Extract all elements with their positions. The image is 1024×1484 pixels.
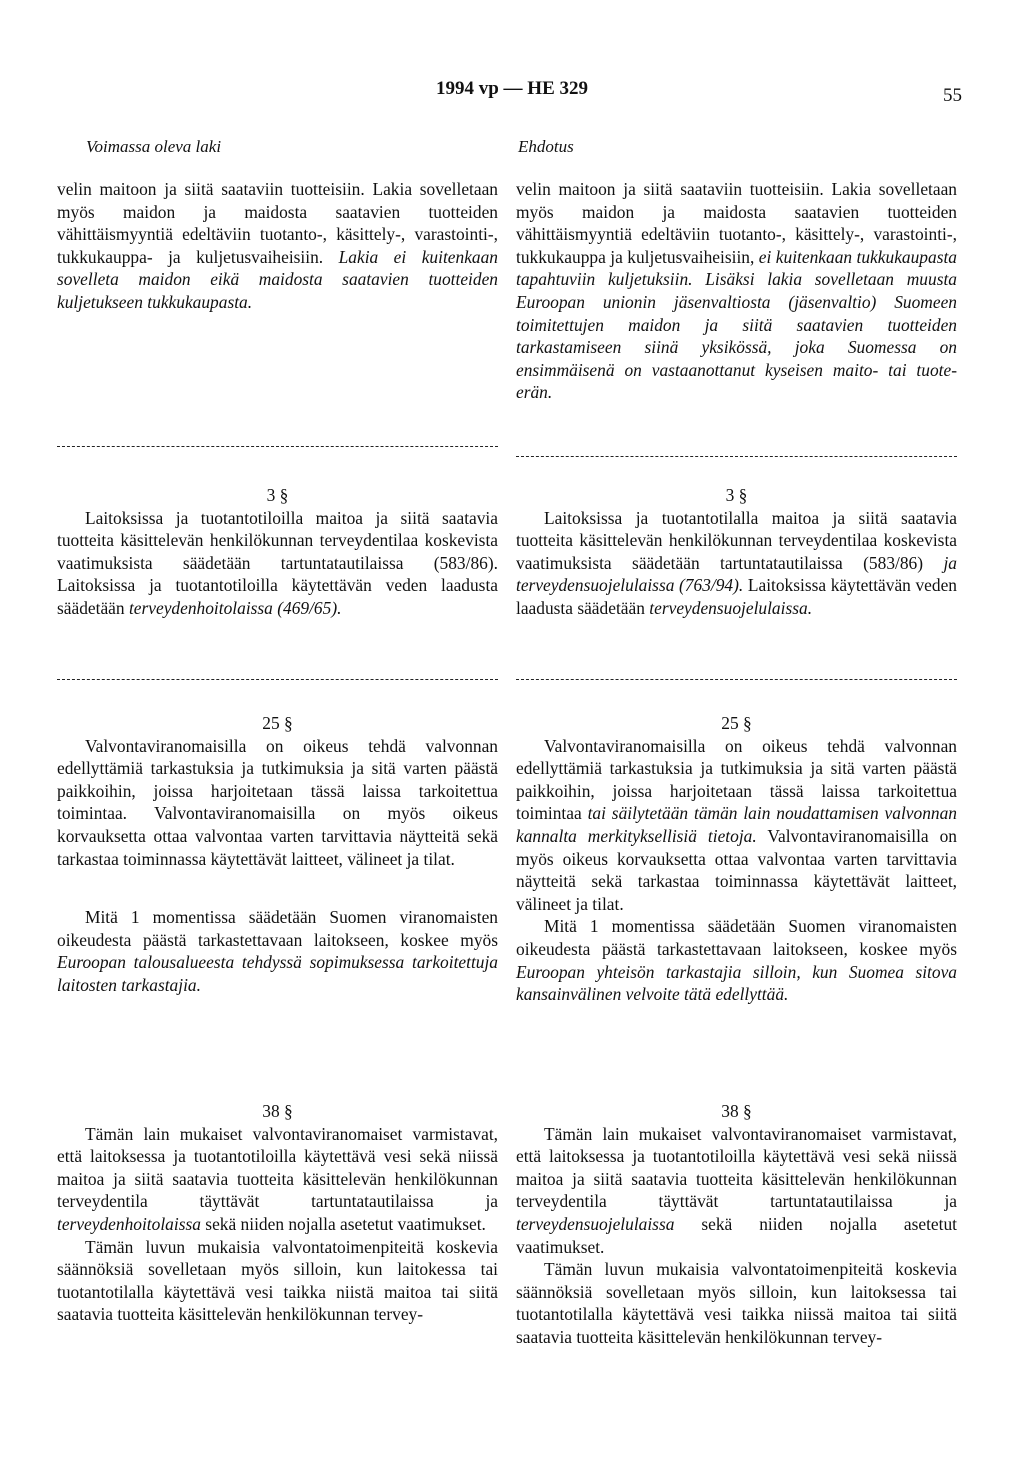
left-section-38-text-2: sekä niiden nojalla asetetut vaatimukset.: [205, 1213, 486, 1234]
right-section-38-text-3: Tämän luvun mukaisia valvontatoimenpiteitä koskevia säännöksiä sovelletaan myös silloin, kun laitoksessa tai tuotantotilalla käytettävä vesi taikka niissä maitoa tai siitä saatavia tuotteita käsittelevän henkilökunnan tervey-: [516, 1259, 957, 1347]
right-intro-text: velin maitoon ja siitä saataviin tuotteisiin. Lakia sovelletaan myös maidon ja maidosta saatavien tuotteiden vähittäismyyntiä edeltäviin tuotanto-, käsittely-, varastointi-, tukkukauppa ja kuljetusvaiheisiin,: [516, 179, 957, 267]
left-intro-text: velin maitoon ja siitä saataviin tuotteisiin. Lakia sovelletaan myös maidon ja maidosta saatavien tuotteiden vähittäismyyntiä edeltäviin tuotanto-, käsittely-, varastointi-, tukkukauppa- ja kuljetusvaiheisiin.: [57, 179, 498, 267]
left-intro-paragraph: [57, 178, 498, 314]
left-section-3: [57, 484, 498, 620]
right-section-38-text-1: Tämän lain mukaiset valvontaviranomaiset varmistavat, että laitoksessa ja tuotantotiloilla käytettävä vesi sekä niissä maitoa ja siitä saatavia tuotteita käsittelevän henkilökunnan terveydentila täyttävät tartuntatautilaissa ja: [516, 1123, 957, 1212]
right-section-25-paragraph-1: [516, 735, 957, 916]
right-divider-1: [516, 456, 957, 457]
left-section-38-text-3: Tämän luvun mukaisia valvontatoimenpiteitä koskevia säännöksiä sovelletaan myös silloin, kun laitokessa tai tuotantotilalla käytettävä vesi taikka niistä maitoa tai siitä saatavia tuotteita käsittelevän henkilökunnan tervey-: [57, 1236, 498, 1325]
right-section-3-italic-1: ja terveydensuojelulaissa (763/94).: [516, 552, 957, 596]
left-section-25-text-2: Mitä 1 momentissa säädetään Suomen viranomaisten oikeudesta päästä tarkastettavaan laitokseen, koskee myös: [57, 907, 498, 950]
left-column-label: Voimassa oleva laki: [86, 137, 222, 156]
left-section-25-paragraph-1: [57, 735, 498, 871]
left-intro-block: [57, 178, 498, 314]
left-section-3-text: Laitoksissa ja tuotantotiloilla maitoa ja siitä saatavia tuotteita käsittelevän henkilökunnan terveydentilaa koskevista vaatimuksista säädetään tartuntatautilaissa (583/86). Laitoksissa ja tuotantotiloilla käytettävän veden laadusta säädetään: [57, 507, 498, 618]
left-section-38-paragraph-1: [57, 1123, 498, 1236]
page-number: 55: [943, 85, 962, 106]
left-divider-2: [57, 679, 498, 680]
left-section-3-heading: 3 §: [266, 485, 289, 505]
left-section-25: [57, 712, 498, 997]
right-section-38-text-2: sekä niiden nojalla asetetut vaatimukset.: [516, 1213, 957, 1257]
right-section-25: [516, 712, 957, 1006]
right-column-label: Ehdotus: [518, 137, 574, 156]
document-title: 1994 vp — HE 329: [435, 78, 589, 99]
left-divider-1: [57, 446, 498, 447]
left-section-25-italic: Euroopan talousalueesta tehdyssä sopimuksessa tarkoitettuja laitosten tarkastajia.: [57, 952, 498, 995]
right-section-38-italic: terveydensuojelulaissa: [516, 1213, 675, 1234]
right-intro-paragraph: [516, 178, 957, 404]
right-section-3-heading: 3 §: [725, 485, 748, 505]
right-section-25-paragraph-2: [516, 915, 957, 1005]
left-intro-italic: Lakia ei kuitenkaan sovelleta maidon eikä maidosta saatavien tuotteiden kuljetukseen tukkukaupasta.: [57, 246, 498, 312]
left-column: [57, 0, 498, 1484]
right-section-3: [516, 484, 957, 620]
left-section-25-heading: 25 §: [262, 713, 293, 733]
right-section-25-text-2: Valvontaviranomaisilla on myös oikeus korvauksetta ottaa valvontaa varten tarvittavia näytteitä sekä tarkastaa toiminnassa käytettävät laitteet, välineet ja tilat.: [516, 825, 957, 914]
right-divider-2: [516, 679, 957, 680]
right-intro-italic: ei kuitenkaan tukkukaupasta tapahtuviin kuljetuksiin. Lisäksi lakia sovelletaan muusta Euroopan unionin jäsenvaltiosta (jäsenvaltio) Suomeen toimitettujen maidon ja siitä saatavien tuotteiden tarkastamiseen siinä yksikössä, joka Suomessa on ensimmäisenä on vastaanottanut kyseisen maito- tai tuote-erän.: [516, 246, 957, 403]
right-section-38-paragraph-2: [516, 1258, 957, 1348]
right-column: [516, 0, 957, 1484]
right-section-38: [516, 1100, 957, 1349]
right-section-3-italic-2: terveydensuojelulaissa.: [649, 597, 813, 618]
right-section-25-heading: 25 §: [721, 713, 752, 733]
right-section-3-paragraph: [516, 507, 957, 620]
right-section-25-italic-2: Euroopan yhteisön tarkastajia silloin, kun Suomea sitova kansainvälinen velvoite tätä edellyttää.: [516, 961, 957, 1005]
right-section-25-text-3: Mitä 1 momentissa säädetään Suomen viranomaisten oikeudesta päästä tarkastettavaan laitokseen, koskee myös: [516, 916, 957, 959]
left-section-3-italic: terveydenhoitolaissa (469/65).: [128, 597, 342, 618]
right-section-3-text-2: Laitoksissa käytettävän veden laadusta säädetään: [516, 575, 957, 618]
right-section-3-text-1: Laitoksissa ja tuotantotilalla maitoa ja siitä saatavia tuotteita käsittelevän henkilökunnan terveydentilaa koskevista vaatimuksista säädetään tartuntatautilaissa (583/86): [516, 507, 957, 573]
left-section-38-heading: 38 §: [262, 1101, 293, 1121]
right-section-25-italic-1: tai säilytetään tämän lain noudattamisen valvonnan kannalta merkityksellisiä tietoja.: [516, 803, 957, 846]
left-section-38: [57, 1100, 498, 1326]
right-section-25-text-1: Valvontaviranomaisilla on oikeus tehdä valvonnan edellyttämiä tarkastuksia ja tutkimuksia ja sitä varten päästä paikkoihin, joissa harjoitetaan tässä laissa tarkoitettua toimintaa: [516, 735, 957, 824]
right-section-38-paragraph-1: [516, 1123, 957, 1259]
right-section-38-heading: 38 §: [721, 1101, 752, 1121]
left-section-25-text-1: Valvontaviranomaisilla on oikeus tehdä valvonnan edellyttämiä tarkastuksia ja tutkimuksia ja sitä varten päästä paikkoihin, joissa harjoitetaan tässä laissa tarkoitettua toimintaa. Valvontaviranomaisilla on myös oikeus korvauksetta ottaa valvontaa varten tarvittavia näytteitä sekä tarkastaa toiminnassa käytettävät laitteet, välineet ja tilat.: [57, 735, 498, 869]
left-section-25-paragraph-2: [57, 906, 498, 996]
left-section-38-italic: terveydenhoitolaissa: [57, 1213, 201, 1234]
left-section-38-paragraph-2: [57, 1236, 498, 1326]
right-intro-block: [516, 178, 957, 404]
left-section-3-paragraph: [57, 507, 498, 620]
left-section-38-text-1: Tämän lain mukaiset valvontaviranomaiset varmistavat, että laitoksessa ja tuotantotiloilla käytettävä vesi sekä niissä maitoa ja siitä saatavia tuotteita käsittelevän henkilökunnan terveydentila täyttävät tartuntatautilaissa ja: [57, 1123, 498, 1212]
